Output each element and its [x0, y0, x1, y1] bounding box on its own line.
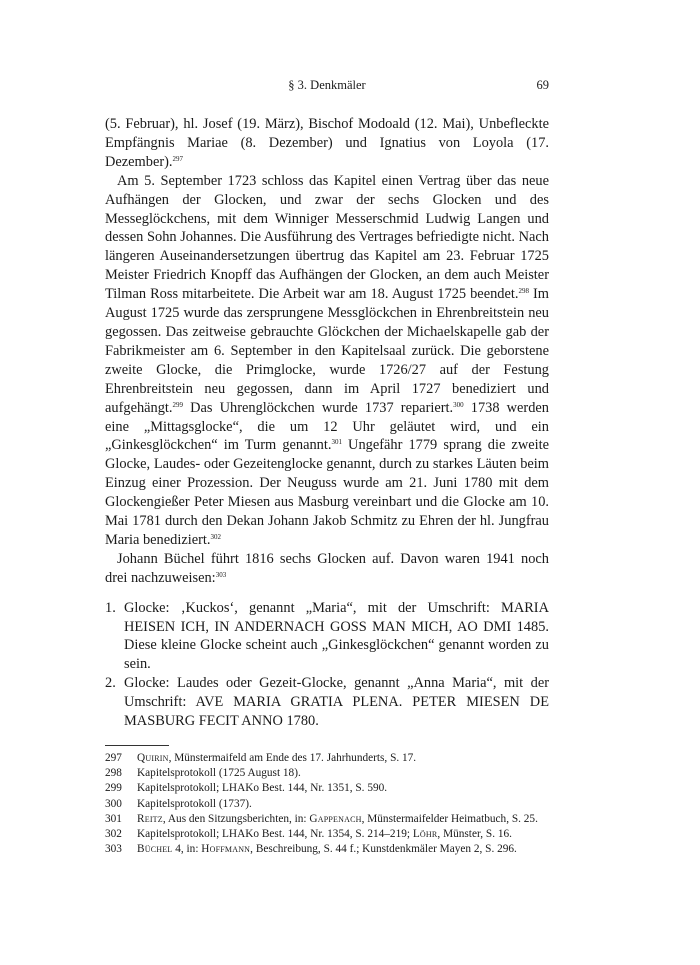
running-head	[105, 78, 549, 98]
footnote-300: 300 Kapitelsprotokoll (1737).	[105, 797, 252, 810]
list-item-text: Glocke: ‚Kuckos‘, genannt „Maria“, mit der Umschrift: MARIA HEISEN ICH, IN ANDERNACH GOSS MAN MICH, AO DMI 1485. Diese kleine Glocke scheint auch „Ginkesglöckchen“ genannt worden zu sein.	[124, 599, 549, 673]
footnote-separator	[105, 745, 169, 746]
paragraph-3: Johann Büchel führt 1816 sechs Glocken auf. Davon waren 1941 noch drei nachzuweisen:$^{303}$	[105, 550, 549, 586]
document-page	[105, 78, 549, 857]
list-item	[105, 674, 549, 731]
running-head-title: § 3. Denkmäler	[288, 78, 366, 92]
paragraph-1: (5. Februar), hl. Josef (19. März), Bischof Modoald (12. Mai), Unbefleckte Empfängnis Mariae (8. Dezember) und Ignatius von Loyola (17. Dezember).$^{297}$	[105, 116, 549, 170]
footnote-301: 301 Reitz, Aus den Sitzungsberichten, in: Gappenach, Münstermaifelder Heimatbuch, S. 25.	[105, 812, 538, 825]
paragraph-2: Am 5. September 1723 schloss das Kapitel einen Vertrag über das neue Aufhängen der Glocken, und zwar der sechs Glocken und des Messeglöckchens, mit dem Winniger Messerschmid Ludwig Langen und dessen Sohn Johannes. Die Ausführung des Vertrages befriedigte nicht. Nach längeren Auseinandersetzungen übertrug das Kapitel am 23. Februar 1725 Meister Friedrich Knopff das Aufhängen der Glocken, an dem auch Meister Tilman Ross mitarbeitete. Die Arbeit war am 18. August 1725 beendet.$^{298}$ Im August 1725 wurde das zersprungene Messglöckchen in Ehrenbreitstein neu gegossen. Das zeitweise gebrauchte Glöckchen der Michaelskapelle gab der Fabrikmeister am 6. September in den Kapitelsaal zurück. Die geborstene zweite Glocke, die Primglocke, wurde 1726/27 auf der Festung Ehrenbreitstein neu gegossen, dann im April 1727 benediziert und aufgehängt.$^{299}$ Das Uhrenglöckchen wurde 1737 repariert.$^{300}$ 1738 werden eine „Mittagsglocke“, die um 12 Uhr geläutet wird, und ein „Ginkesglöckchen“ im Turm genannt.$^{301}$ Ungefähr 1779 sprang die zweite Glocke, Laudes- oder Gezeitenglocke genannt, durch zu starkes Läuten beim Einzug einer Prozession. Der Neuguss wurde am 21. Juni 1780 mit dem Glockengießer Peter Miesen aus Masburg vereinbart und die Glocke am 10. Mai 1781 durch den Dekan Johann Jakob Schmitz zu Ehren der hl. Jungfrau Maria benediziert.$^{302}$	[105, 172, 549, 548]
footnote-ref-297[interactable]: 297	[172, 154, 184, 163]
footnotes	[105, 751, 549, 857]
footnote-ref-302[interactable]: 302	[210, 532, 221, 541]
bell-list	[105, 599, 549, 731]
footnote-298: 298 Kapitelsprotokoll (1725 August 18).	[105, 767, 301, 780]
list-item	[105, 599, 549, 675]
page-number: 69	[536, 78, 549, 92]
list-item-number: 1.	[105, 599, 116, 616]
footnote-303: 303 Büchel 4, in: Hoffmann, Beschreibung, S. 44 f.; Kunstdenkmäler Mayen 2, S. 296.	[105, 843, 517, 856]
list-item-number: 2.	[105, 675, 116, 692]
footnote-ref-298[interactable]: 298	[518, 287, 529, 296]
footnote-ref-301[interactable]: 301	[331, 438, 342, 447]
footnote-299: 299 Kapitelsprotokoll; LHAKo Best. 144, Nr. 1351, S. 590.	[105, 782, 388, 795]
footnote-ref-300[interactable]: 300	[453, 400, 464, 409]
footnote-ref-303[interactable]: 303	[215, 570, 227, 579]
body-text	[105, 115, 549, 588]
footnote-297: 297 Quirin, Münstermaifeld am Ende des 17. Jahrhunderts, S. 17.	[105, 752, 417, 764]
footnote-302: 302 Kapitelsprotokoll; LHAKo Best. 144, Nr. 1354, S. 214–219; Löhr, Münster, S. 16.	[105, 828, 512, 841]
list-item-text: Glocke: Laudes oder Gezeit-Glocke, genannt „Anna Maria“, mit der Umschrift: AVE MARIA GRATIA PLENA. PETER MIESEN DE MASBURG FECIT ANNO 1780.	[124, 675, 549, 730]
footnote-ref-299[interactable]: 299	[172, 400, 184, 409]
